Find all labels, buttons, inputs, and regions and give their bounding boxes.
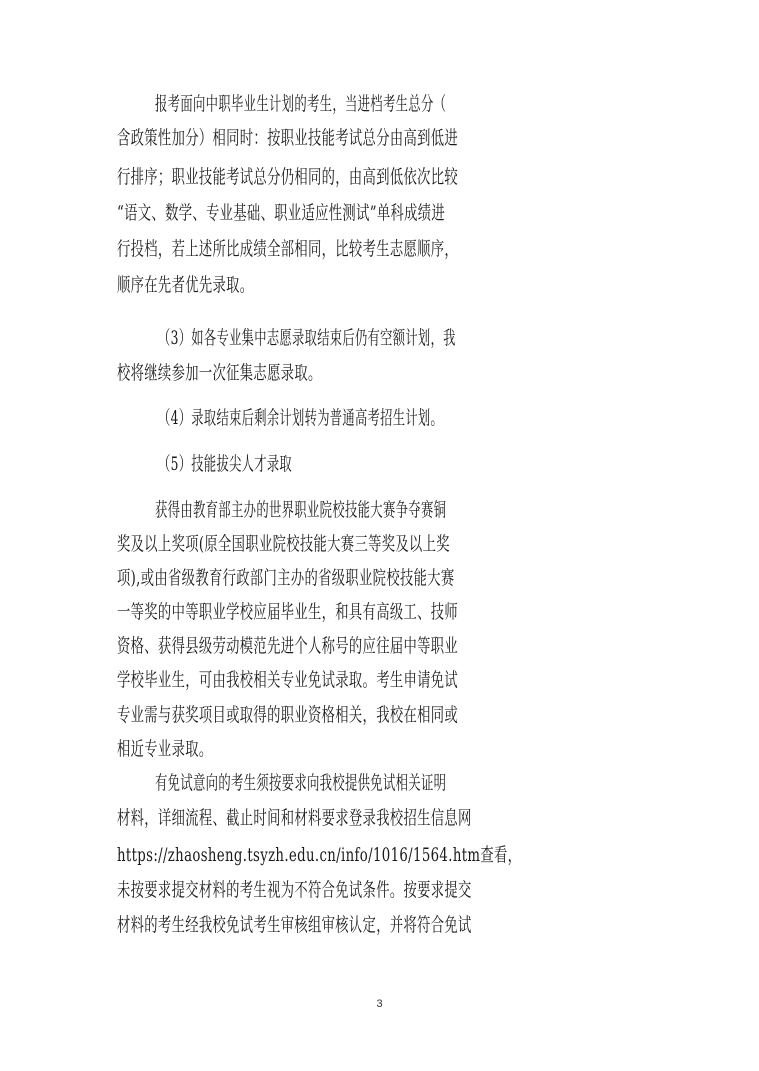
text-line: 材料，详细流程、截止时间和材料要求登录我校招生信息网 xyxy=(117,807,472,829)
text-line: 有免试意向的考生须按要求向我校提供免试相关证明 xyxy=(155,772,447,794)
text-line: 相近专业录取。 xyxy=(117,738,213,760)
text-line: （4）录取结束后剩余计划转为普通高考招生计划。 xyxy=(158,407,444,429)
text-line: 资格、获得县级劳动模范先进个人称号的应往届中等职业 xyxy=(117,635,459,657)
text-line: “语文、数学、专业基础、职业适应性测试”单科成绩进 xyxy=(117,202,446,224)
text-line: 获得由教育部主办的世界职业院校技能大赛争夺赛铜 xyxy=(155,499,447,521)
text-line: 奖及以上奖项(原全国职业院校技能大赛三等奖及以上奖 xyxy=(117,533,450,555)
text-line: 材料的考生经我校免试考生审核组审核认定，并将符合免试 xyxy=(117,914,472,936)
text-line: 专业需与获奖项目或取得的职业资格相关，我校在相同或 xyxy=(117,704,459,726)
text-line: 行投档，若上述所比成绩全部相同，比较考生志愿顺序， xyxy=(117,238,459,260)
text-line: 一等奖的中等职业学校应届毕业生，和具有高级工、技师 xyxy=(117,601,459,623)
text-line: 校将继续参加一次征集志愿录取。 xyxy=(117,362,322,384)
text-line: 行排序；职业技能考试总分仍相同的，由高到低依次比较 xyxy=(117,166,459,188)
page-number: 3 xyxy=(376,998,383,1010)
text-line: （3）如各专业集中志愿录取结束后仍有空额计划，我 xyxy=(158,327,456,349)
text-line: 报考面向中职毕业生计划的考生，当进档考生总分（ xyxy=(155,93,447,115)
text-line: 学校毕业生，可由我校相关专业免试录取。考生申请免试 xyxy=(117,669,459,691)
text-line: 未按要求提交材料的考生视为不符合免试条件。按要求提交 xyxy=(117,879,472,901)
text-line: 项),或由省级教育行政部门主办的省级职业院校技能大赛 xyxy=(117,567,455,589)
text-line: 顺序在先者优先录取。 xyxy=(117,274,254,296)
text-line: 含政策性加分）相同时：按职业技能考试总分由高到低进 xyxy=(117,127,459,149)
url-text-line: https://zhaosheng.tsyzh.edu.cn/info/1016/1564.htm查看， xyxy=(117,844,522,866)
section-heading: （5）技能拔尖人才录取 xyxy=(158,453,293,475)
